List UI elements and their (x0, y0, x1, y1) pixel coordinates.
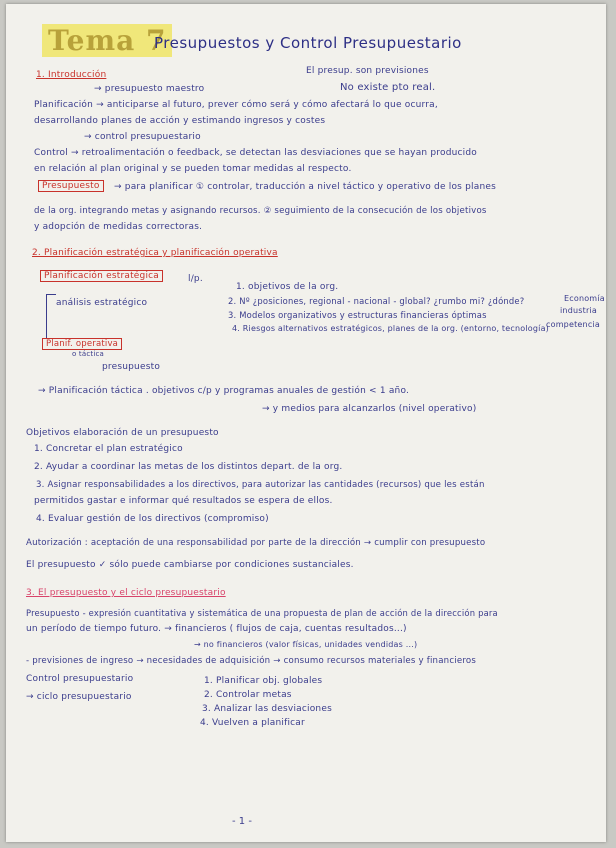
side-note: competencia (546, 320, 600, 329)
text-line: de la org. integrando metas y asignando recursos. ② seguimiento de la consecución de los objetivos (34, 206, 487, 216)
text-line: → control presupuestario (84, 132, 201, 142)
text-line: o táctica (72, 350, 105, 358)
connector-line (46, 294, 56, 295)
text-line: → y medios para alcanzarlos (nivel operativo) (262, 404, 477, 414)
side-note: Economía (564, 294, 605, 303)
list-item: 4. Vuelven a planificar (200, 718, 305, 728)
list-item: 2. Nº ¿posiciones, regional - nacional - global? ¿rumbo mi? ¿dónde? (228, 296, 525, 306)
note-previsiones: El presup. son previsiones (306, 66, 429, 76)
text-line: desarrollando planes de acción y estimando ingresos y costes (34, 116, 326, 126)
text-line: → presupuesto maestro (94, 84, 205, 94)
planif-operativa-box: Planif. operativa (42, 338, 122, 350)
list-item: 3. Analizar las desviaciones (202, 704, 332, 714)
list-item: 1. objetivos de la org. (236, 282, 339, 292)
planif-estrategica-box: Planificación estratégica (40, 270, 163, 282)
page-title: Presupuestos y Control Presupuestario (154, 34, 462, 52)
list-item: 2. Ayudar a coordinar las metas de los distintos depart. de la org. (34, 462, 343, 472)
page-number: - 1 - (232, 816, 252, 827)
list-item: permitidos gastar e informar qué resultados se espera de ellos. (34, 496, 333, 506)
section-2-heading: 2. Planificación estratégica y planificación operativa (32, 248, 278, 258)
text-line: Presupuesto - expresión cuantitativa y sistemática de una propuesta de plan de acción de la dirección para (26, 608, 498, 618)
list-item: 3. Asignar responsabilidades a los directivos, para autorizar las cantidades (recursos) que les están (36, 480, 485, 490)
analisis-label: análisis estratégico (56, 298, 148, 308)
list-item: 1. Concretar el plan estratégico (34, 444, 183, 454)
text-line: presupuesto (102, 362, 161, 372)
objetivos-heading: Objetivos elaboración de un presupuesto (26, 428, 219, 438)
section-1-heading: 1. Introducción (36, 70, 107, 80)
text-line: - previsiones de ingreso → necesidades de adquisición → consumo recursos materiales y financieros (26, 656, 476, 666)
list-item: 3. Modelos organizativos y estructuras financieras óptimas (228, 310, 487, 320)
text-line: y adopción de medidas correctoras. (34, 222, 203, 232)
side-note: industria (560, 306, 597, 315)
text-line: Planificación → anticiparse al futuro, prever cómo será y cómo afectará lo que ocurra, (34, 100, 438, 110)
text-line: en relación al plan original y se pueden tomar medidas al respecto. (34, 164, 352, 174)
text-line: → no financieros (valor físicas, unidades vendidas ...) (194, 640, 418, 649)
list-item: 4. Evaluar gestión de los directivos (compromiso) (36, 514, 269, 524)
text-line: → para planificar ① controlar, traducción a nivel táctico y operativo de los planes (114, 182, 496, 192)
control-presupuestario: Control presupuestario (26, 674, 134, 684)
tema-label: Tema 7 (42, 24, 172, 57)
text-line: El presupuesto ✓ sólo puede cambiarse por condiciones sustanciales. (26, 560, 354, 570)
presupuesto-box: Presupuesto (38, 180, 104, 192)
section-3-heading: 3. El presupuesto y el ciclo presupuestario (26, 588, 226, 598)
list-item: 4. Riesgos alternativos estratégicos, planes de la org. (entorno, tecnología) (232, 324, 549, 333)
note-no-real: No existe pto real. (340, 82, 436, 93)
text-line: un período de tiempo futuro. → financieros ( flujos de caja, cuentas resultados...) (26, 624, 407, 634)
list-item: 2. Controlar metas (204, 690, 292, 700)
connector-line (46, 294, 47, 338)
lp-label: l/p. (188, 274, 203, 284)
text-line: → Planificación táctica . objetivos c/p y programas anuales de gestión < 1 año. (38, 386, 410, 396)
ciclo-label: → ciclo presupuestario (26, 692, 132, 702)
text-line: Autorización : aceptación de una responsabilidad por parte de la dirección → cumplir con presupuesto (26, 538, 486, 548)
list-item: 1. Planificar obj. globales (204, 676, 323, 686)
text-line: Control → retroalimentación o feedback, se detectan las desviaciones que se hayan producido (34, 148, 477, 158)
notebook-page (6, 4, 606, 842)
